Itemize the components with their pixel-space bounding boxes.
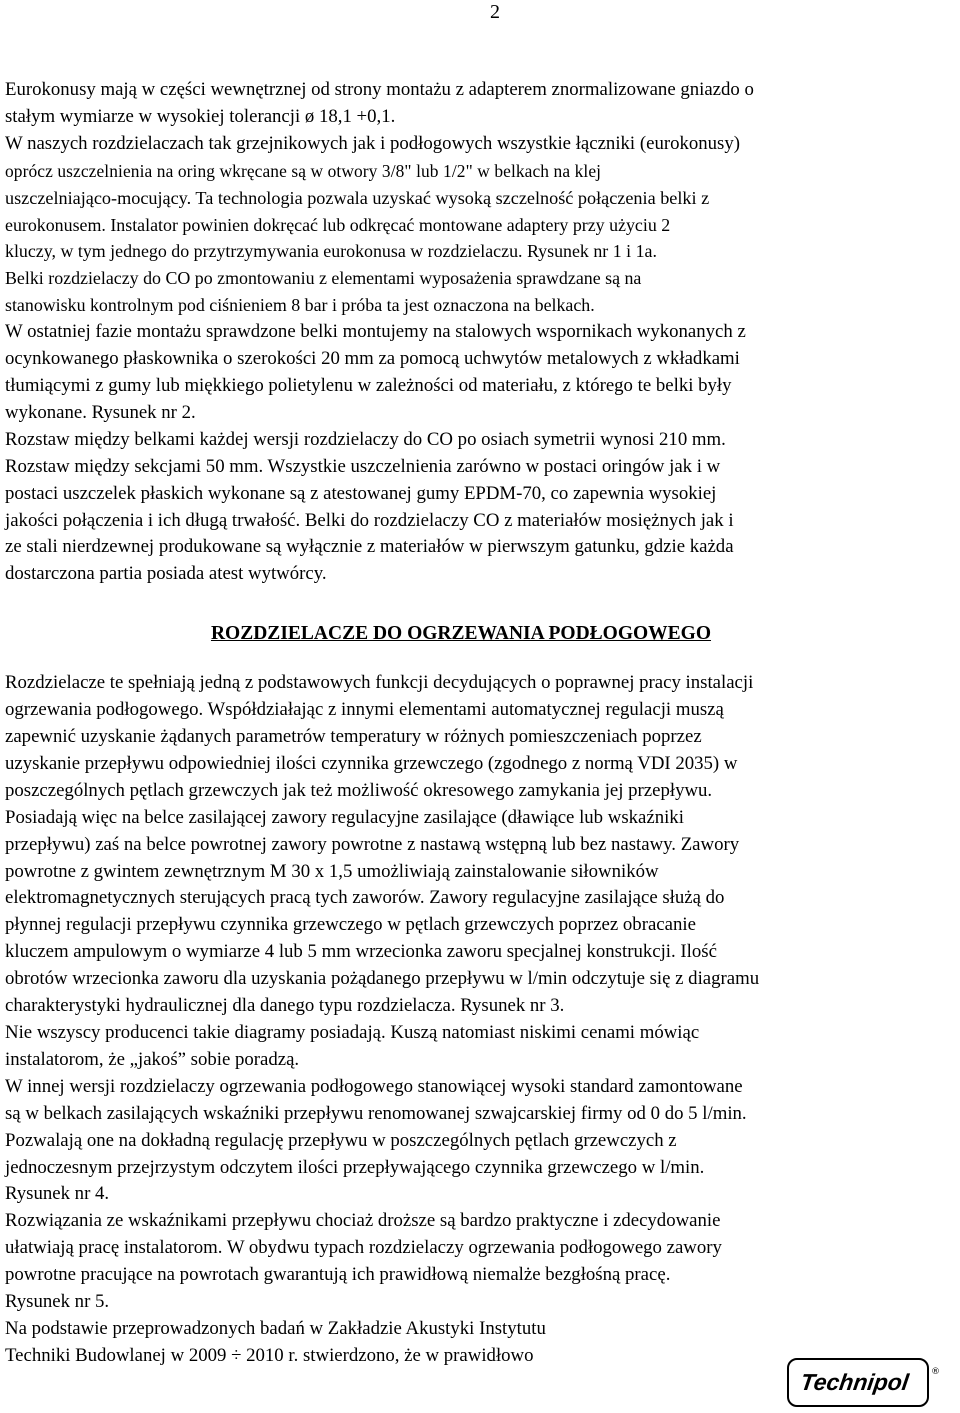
text-line: wykonane. Rysunek nr 2. — [5, 401, 196, 423]
text-line: W innej wersji rozdzielaczy ogrzewania podłogowego stanowiącej wysoki standard zamontowane — [5, 1075, 743, 1097]
text-line: uszczelniająco-mocujący. Ta technologia pozwala uzyskać wysoką szczelność połączenia belki z — [5, 187, 710, 208]
text-line: przepływu) zaś na belce powrotnej zawory powrotne z nastawą wstępną lub bez nastawy. Zawory — [5, 833, 740, 855]
text-line: postaci uszczelek płaskich wykonane są z atestowanej gumy EPDM-70, co zapewnia wysokiej — [5, 482, 717, 504]
text-line: uzyskanie przepływu odpowiedniej ilości czynnika grzewczego (zgodnego z normą VDI 2035) w — [5, 752, 738, 774]
text-line: W ostatniej fazie montażu sprawdzone belki montujemy na stalowych wspornikach wykonanych z — [5, 321, 746, 343]
text-line: jakości połączenia i ich długą trwałość. Belki do rozdzielaczy CO z materiałów mosiężnych jak i — [5, 509, 734, 531]
text-line: zapewnić uzyskanie żądanych parametrów temperatury w różnych pomieszczeniach poprzez — [5, 726, 702, 748]
text-line: stałym wymiarze w wysokiej tolerancji ø 18,1 +0,1. — [5, 105, 396, 127]
text-line: Rysunek nr 4. — [5, 1183, 110, 1205]
text-line: są w belkach zasilających wskaźniki przepływu renomowanej szwajcarskiej firmy od 0 do 5 l/min. — [5, 1102, 747, 1124]
text-line: powrotne z gwintem zewnętrznym M 30 x 1,5 umożliwiają zainstalowanie siłowników — [5, 860, 659, 882]
text-line: Rozwiązania ze wskaźnikami przepływu chociaż droższe są bardzo praktyczne i zdecydowanie — [5, 1210, 721, 1232]
text-line: Rozstaw między sekcjami 50 mm. Wszystkie uszczelnienia zarówno w postaci oringów jak i w — [5, 455, 721, 477]
text-line: Rozdzielacze te spełniają jedną z podstawowych funkcji decydujących o poprawnej pracy instalacji — [5, 672, 754, 694]
text-line: tłumiącymi z gumy lub miękkiego polietylenu w zależności od materiału, z którego te belki były — [5, 374, 732, 396]
text-line: oprócz uszczelnienia na oring wkręcane są w otwory 3/8" lub 1/2" w belkach na klej — [5, 160, 602, 181]
technipol-logo — [787, 1358, 942, 1408]
section-heading: ROZDZIELACZE DO OGRZEWANIA PODŁOGOWEGO — [210, 623, 712, 645]
text-line: powrotne pracujące na powrotach gwarantują ich prawidłową niemalże bezgłośną pracę. — [5, 1264, 671, 1286]
text-line: jednoczesnym przejrzystym odczytem ilości przepływającego czynnika grzewczego w l/min. — [5, 1156, 705, 1178]
text-line: Na podstawie przeprowadzonych badań w Zakładzie Akustyki Instytutu — [5, 1317, 546, 1339]
text-line: Posiadają więc na belce zasilającej zawory regulacyjne zasilające (dławiące lub wskaźniki — [5, 806, 684, 828]
text-line: charakterystyki hydraulicznej dla danego typu rozdzielacza. Rysunek nr 3. — [5, 995, 565, 1017]
text-line: Eurokonusy mają w części wewnętrznej od strony montażu z adapterem znormalizowane gniazdo o — [5, 79, 754, 100]
text-line: eurokonusem. Instalator powinien dokręcać lub odkręcać montowane adaptery przy użyciu 2 — [5, 214, 671, 235]
text-line: dostarczona partia posiada atest wytwórcy. — [5, 563, 327, 585]
registered-mark: ® — [931, 1367, 940, 1377]
text-line: kluczy, w tym jednego do przytrzymywania eurokonusa w rozdzielaczu. Rysunek nr 1 i 1a. — [5, 241, 657, 262]
text-line: elektromagnetycznych sterujących pracą tych zaworów. Zawory regulacyjne zasilające służą do — [5, 887, 725, 909]
text-line: Rozstaw między belkami każdej wersji rozdzielaczy do CO po osiach symetrii wynosi 210 mm. — [5, 428, 726, 450]
document-body — [5, 77, 957, 1370]
text-line: W naszych rozdzielaczach tak grzejnikowych jak i podłogowych wszystkie łączniki (eurokonusy) — [5, 132, 740, 154]
logo-wordmark: Technipol — [798, 1369, 911, 1395]
text-line: ze stali nierdzewnej produkowane są wyłącznie z materiałów w pierwszym gatunku, gdzie każda — [5, 536, 734, 558]
paragraph-gap — [5, 588, 957, 614]
text-line: płynnej regulacji przepływu czynnika grzewczego w pętlach grzewczych poprzez obracanie — [5, 914, 696, 936]
paragraph-rozdzielacze — [5, 670, 957, 1370]
text-line: Techniki Budowlanej w 2009 ÷ 2010 r. stwierdzono, że w prawidłowo — [5, 1344, 534, 1366]
text-line: ułatwiają pracę instalatorom. W obydwu typach rozdzielaczy ogrzewania podłogowego zawory — [5, 1237, 722, 1259]
text-line: obrotów wrzecionka zaworu dla uzyskania pożądanego przepływu w l/min odczytuje się z diagramu — [5, 968, 760, 990]
text-line: instalatorom, że „jakoś” sobie poradzą. — [5, 1048, 300, 1070]
text-line: kluczem ampulowym o wymiarze 4 lub 5 mm wrzecionka zaworu specjalnej konstrukcji. Ilość — [5, 941, 717, 963]
page-number: 2 — [490, 1, 500, 23]
text-line: Pozwalają one na dokładną regulację przepływu w poszczególnych pętlach grzewczych z — [5, 1129, 677, 1151]
paragraph-eurokonusy — [5, 77, 957, 588]
text-line: Nie wszyscy producenci takie diagramy posiadają. Kuszą natomiast niskimi cenami mówiąc — [5, 1022, 700, 1043]
text-line: Rysunek nr 5. — [5, 1291, 110, 1313]
text-line: ogrzewania podłogowego. Współdziałając z innymi elementami automatycznej regulacji muszą — [5, 699, 724, 721]
text-line: Belki rozdzielaczy do CO po zmontowaniu z elementami wyposażenia sprawdzane są na — [5, 268, 642, 289]
text-line: ocynkowanego płaskownika o szerokości 20 mm za pomocą uchwytów metalowych z wkładkami — [5, 348, 740, 370]
text-line: stanowisku kontrolnym pod ciśnieniem 8 bar i próba ta jest oznaczona na belkach. — [5, 295, 595, 316]
text-line: poszczególnych pętlach grzewczych jak też możliwość okresowego zamykania jej przepływu. — [5, 779, 713, 801]
